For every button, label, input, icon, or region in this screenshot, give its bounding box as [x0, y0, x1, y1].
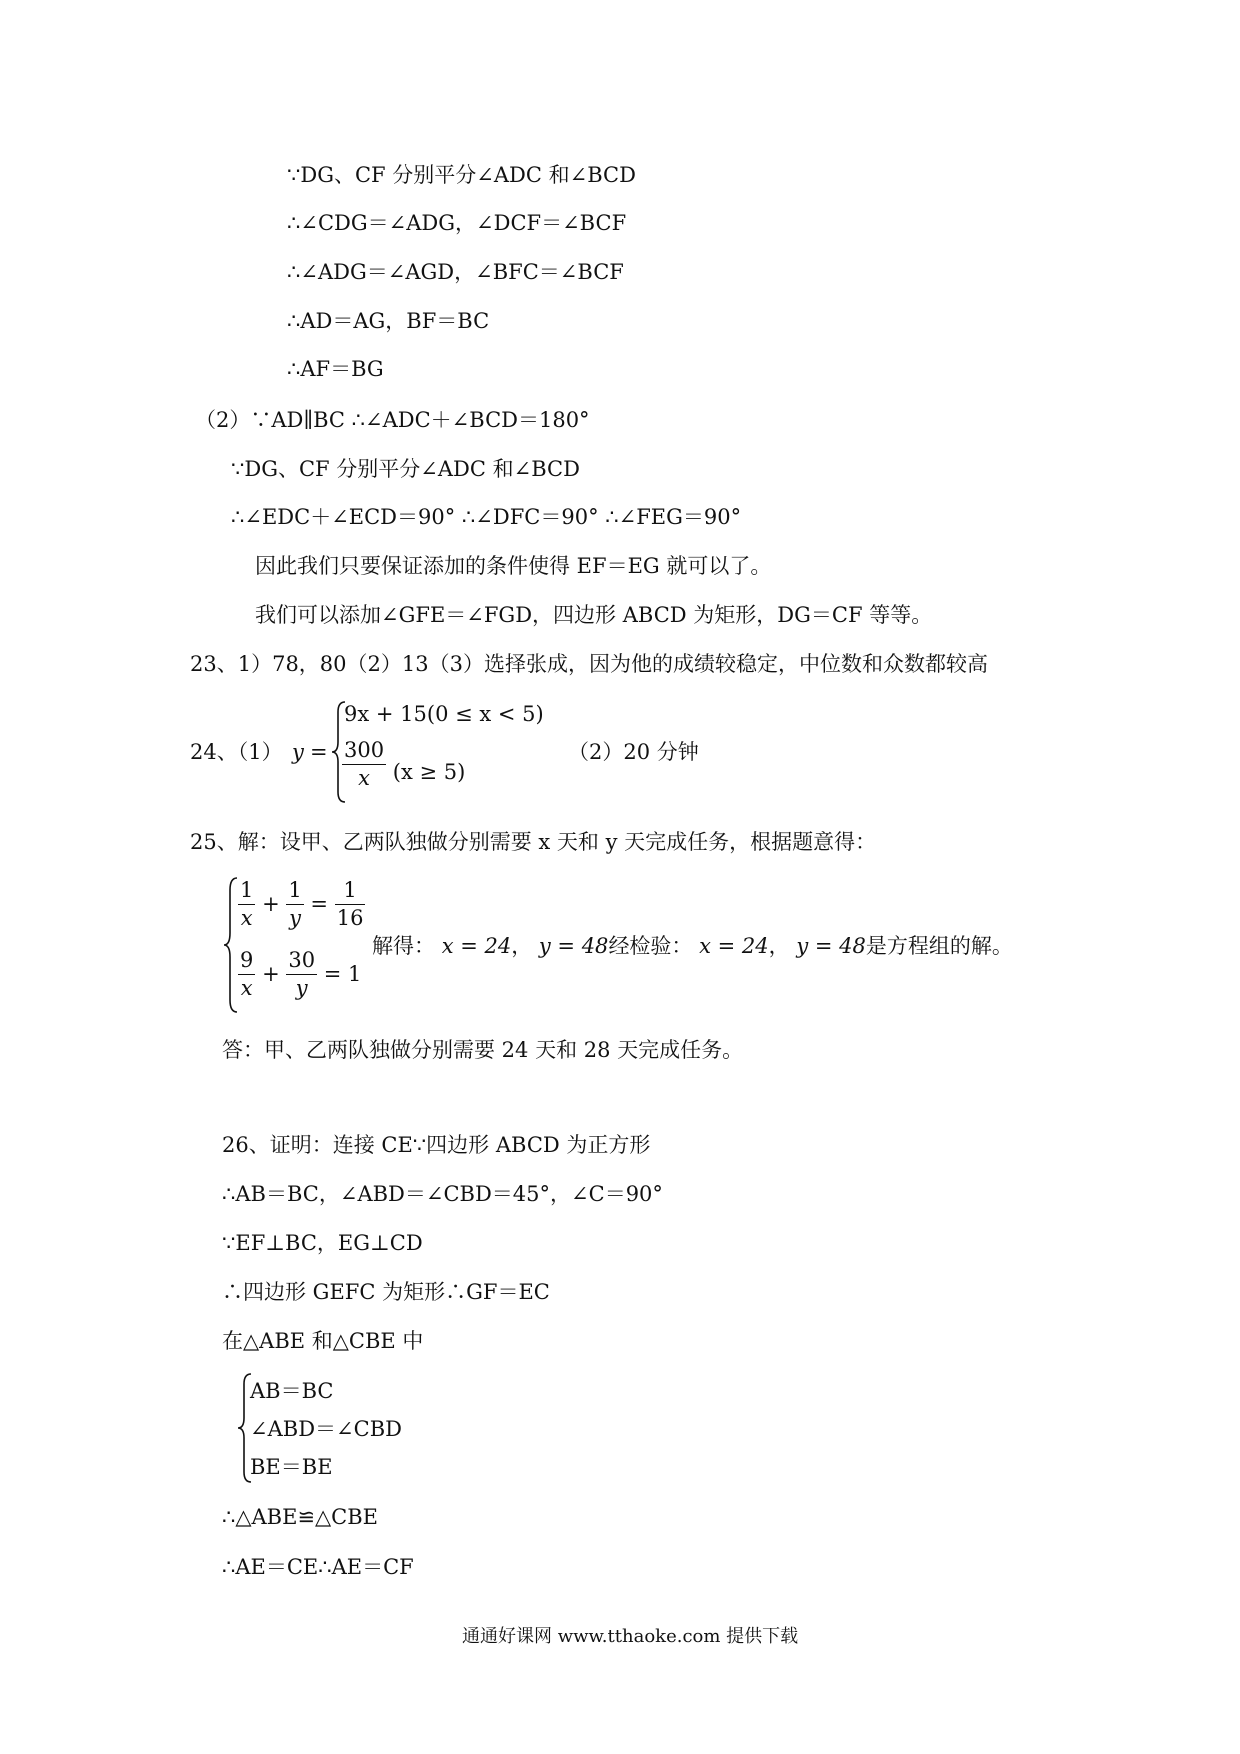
q25-equation-2	[238, 950, 361, 999]
frac-num: 9	[238, 950, 255, 975]
q25-solution	[372, 936, 1013, 957]
frac-num: 1	[335, 880, 366, 905]
q24-fraction-den: x	[358, 766, 370, 790]
separator: ，	[511, 934, 533, 958]
q26-line-2: ∴AB＝BC，∠ABD＝∠CBD＝45°，∠C＝90°	[222, 1182, 663, 1206]
q24-part-2: （2）20 分钟	[568, 740, 699, 764]
q26-system-row-1: AB＝BC	[250, 1379, 334, 1403]
proof-line-5: ∴AF＝BG	[287, 357, 384, 381]
q25-equation-1	[238, 880, 365, 929]
frac-den: y	[289, 906, 301, 930]
equals-one: = 1	[323, 962, 362, 986]
frac-num: 1	[238, 880, 255, 905]
part2-line-1: （2）∵AD∥BC ∴∠ADC＋∠BCD＝180°	[195, 408, 590, 432]
solution-x: x = 24	[441, 934, 512, 958]
q24-label: 24、（1）	[190, 740, 283, 764]
solution-tail: 是方程组的解。	[865, 934, 1013, 958]
q24-fraction-num: 300	[342, 740, 386, 765]
frac-den: 16	[336, 906, 364, 930]
q26-line-1: 26、证明：连接 CE∵四边形 ABCD 为正方形	[222, 1133, 651, 1157]
plus-sign: +	[262, 892, 280, 916]
plus-sign: +	[262, 962, 280, 986]
part2-line-5: 我们可以添加∠GFE＝∠FGD，四边形 ABCD 为矩形，DG＝CF 等等。	[255, 603, 933, 627]
q24-equals: =	[310, 740, 328, 764]
q24-case-2	[342, 740, 465, 789]
check-y: y = 48	[796, 934, 866, 958]
check-label: 经检验：	[608, 934, 693, 958]
q24-case-1: 9x + 15(0 ≤ x < 5)	[344, 702, 544, 726]
part2-line-3: ∴∠EDC＋∠ECD＝90° ∴∠DFC＝90° ∴∠FEG＝90°	[231, 505, 742, 529]
q25-answer: 答：甲、乙两队独做分别需要 24 天和 28 天完成任务。	[222, 1038, 744, 1062]
solve-label: 解得：	[372, 934, 435, 958]
q26-line-7: ∴AE＝CE∴AE＝CF	[222, 1555, 414, 1579]
frac-den: x	[240, 906, 253, 930]
frac-num: 1	[286, 880, 303, 905]
solution-y: y = 48	[538, 934, 609, 958]
frac-den: x	[240, 976, 253, 1000]
check-x: x = 24	[699, 934, 769, 958]
page-footer: 通通好课网 www.tthaoke.com 提供下载	[462, 1626, 799, 1647]
equals-sign: =	[310, 892, 329, 916]
proof-line-1: ∵DG、CF 分别平分∠ADC 和∠BCD	[287, 163, 636, 187]
q24-case-2-cond: (x ≥ 5)	[392, 760, 466, 784]
q26-system-row-2: ∠ABD＝∠CBD	[250, 1417, 402, 1441]
proof-line-4: ∴AD＝AG，BF＝BC	[287, 309, 490, 333]
part2-line-2: ∵DG、CF 分别平分∠ADC 和∠BCD	[231, 457, 580, 481]
q26-line-5: 在△ABE 和△CBE 中	[222, 1329, 424, 1353]
q26-system-row-3: BE＝BE	[250, 1455, 333, 1479]
q26-line-3: ∵EF⊥BC，EG⊥CD	[222, 1231, 423, 1255]
q26-line-6: ∴△ABE≌△CBE	[222, 1505, 379, 1529]
q25-intro: 25、解：设甲、乙两队独做分别需要 x 天和 y 天完成任务，根据题意得：	[190, 830, 877, 854]
q24-y: y	[292, 740, 304, 764]
question-23: 23、1）78，80（2）13（3）选择张成，因为他的成绩较稳定，中位数和众数都较高	[190, 652, 988, 676]
frac-den: y	[295, 976, 308, 1000]
separator: ，	[768, 934, 790, 958]
part2-line-4: 因此我们只要保证添加的条件使得 EF＝EG 就可以了。	[255, 554, 772, 578]
frac-num: 30	[286, 950, 317, 975]
proof-line-3: ∴∠ADG＝∠AGD，∠BFC＝∠BCF	[287, 260, 624, 284]
q26-line-4: ∴四边形 GEFC 为矩形∴GF＝EC	[222, 1280, 550, 1304]
proof-line-2: ∴∠CDG＝∠ADG，∠DCF＝∠BCF	[287, 211, 627, 235]
